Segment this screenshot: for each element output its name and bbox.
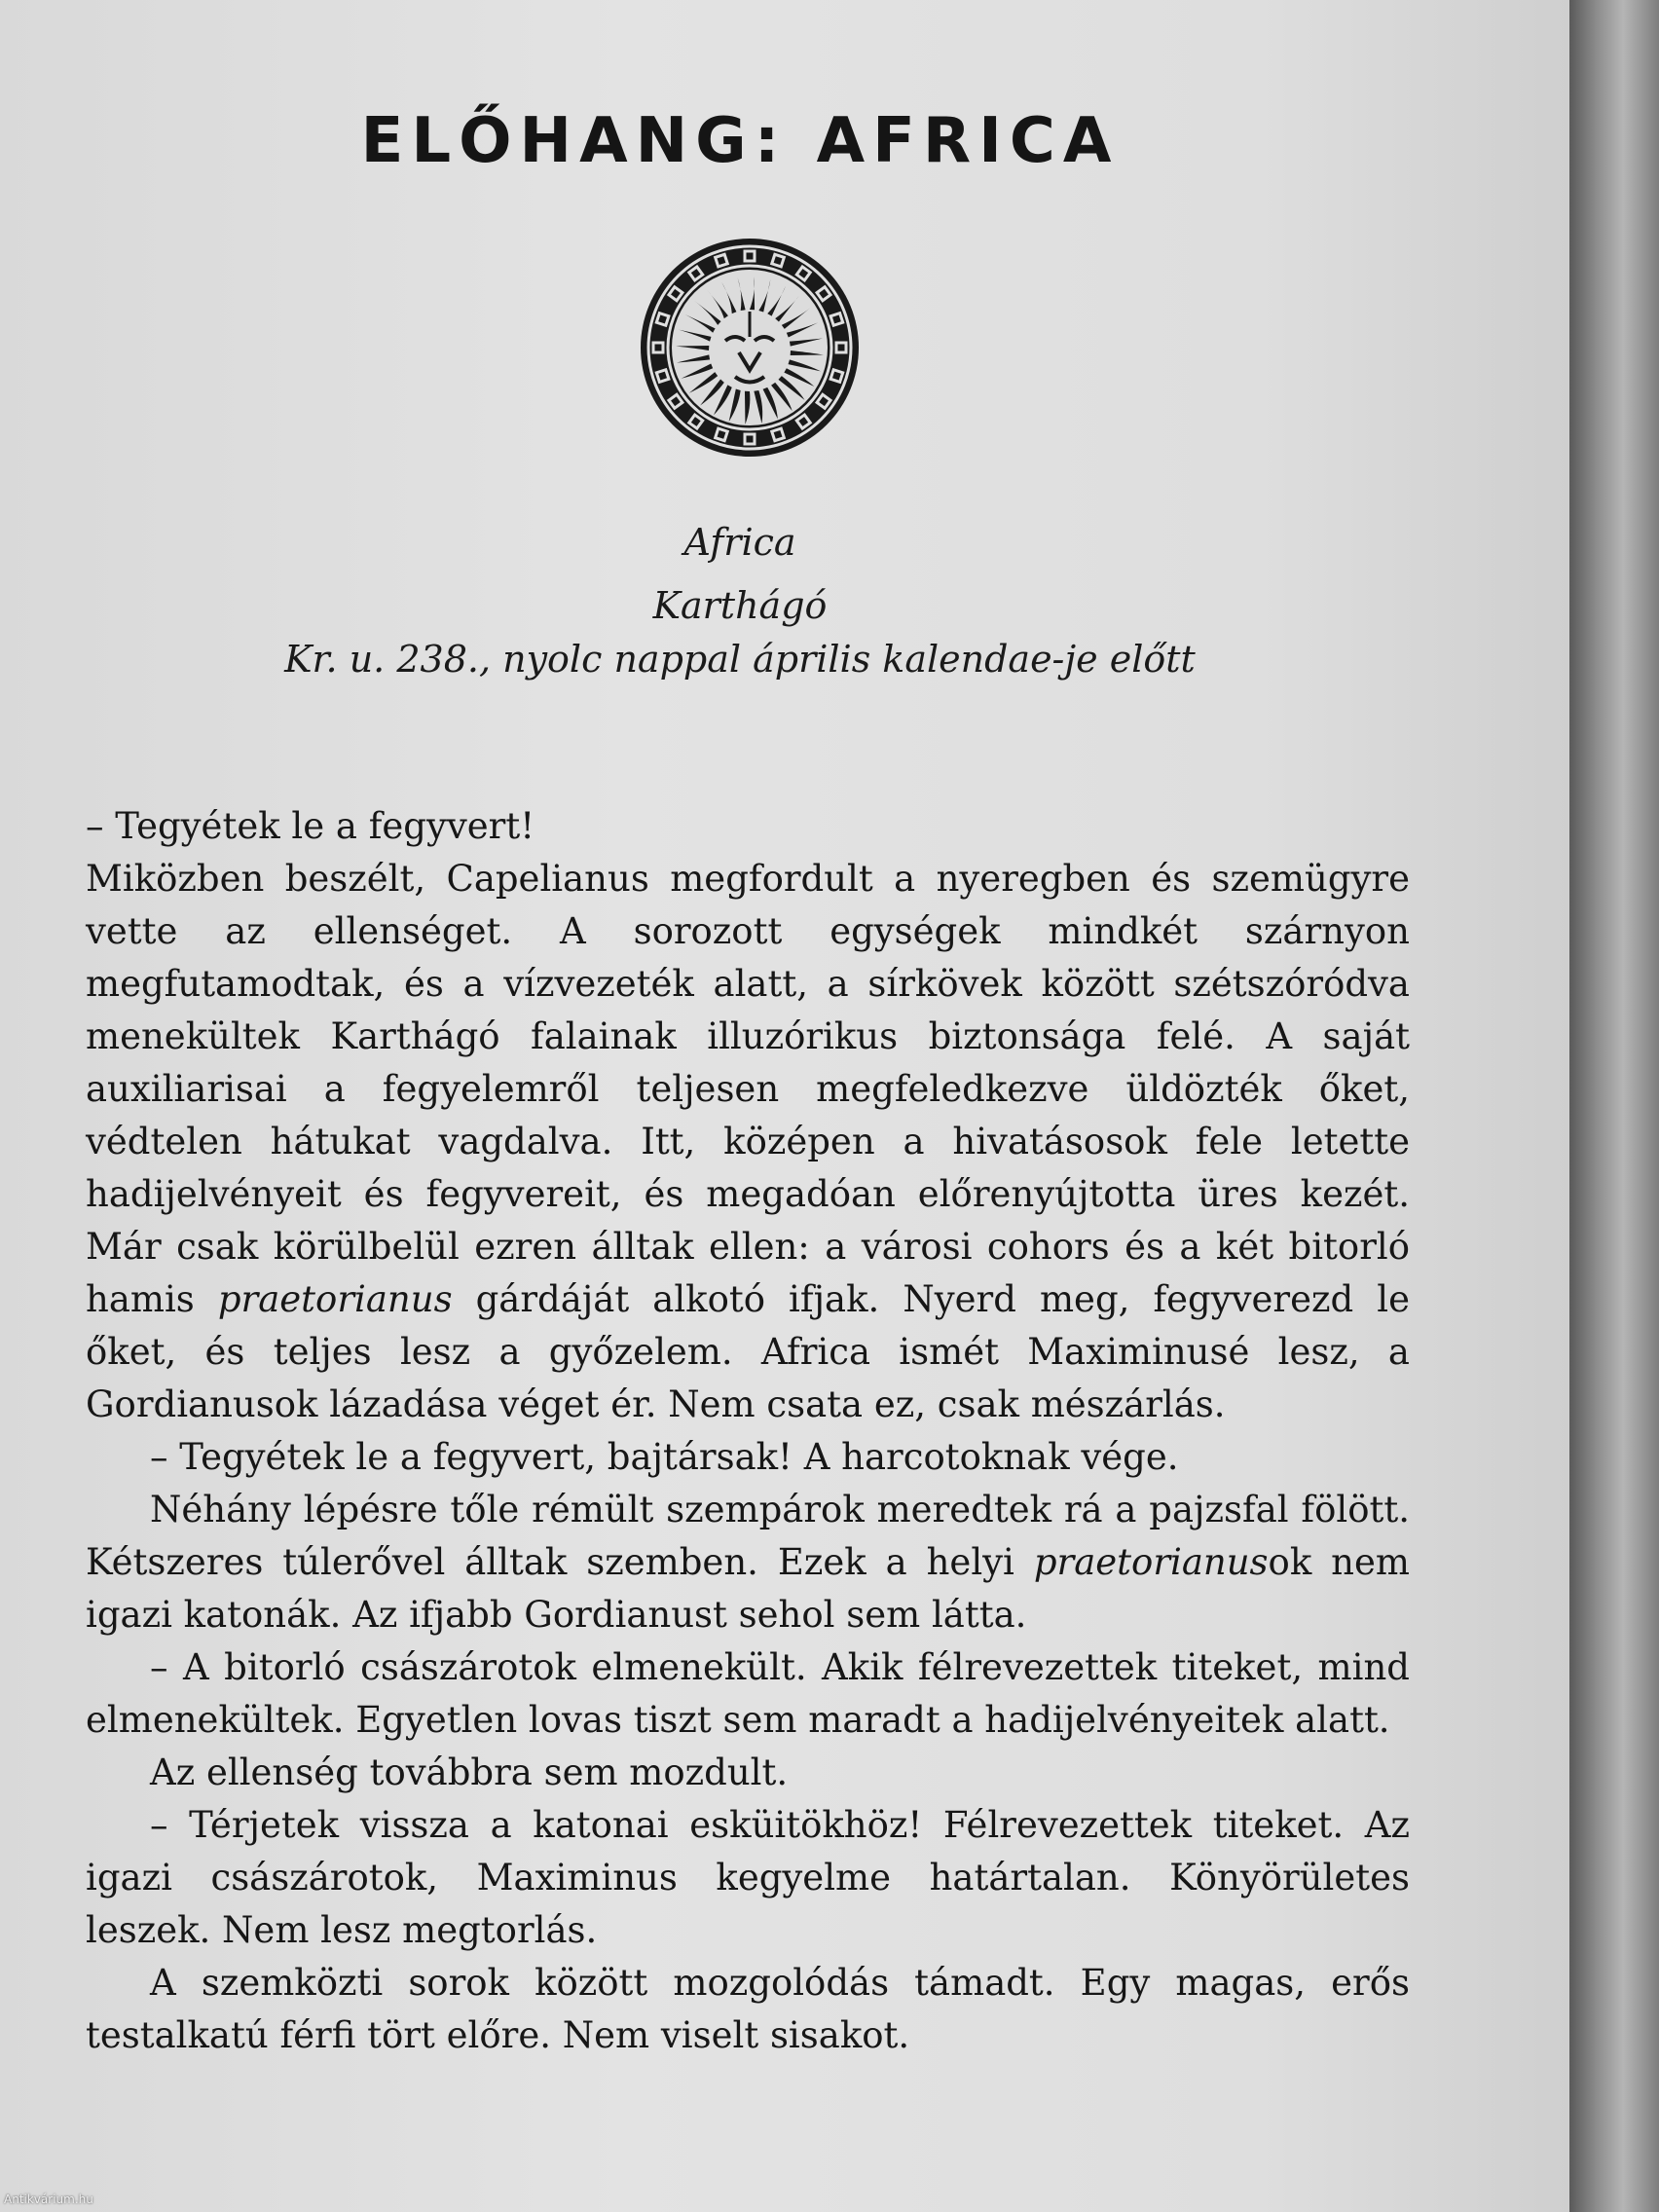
paragraph-text: – A bitorló császárotok elmenekült. Akik félrevezettek titeket, mind elmenekültek. Egyetlen lovas tiszt sem maradt a hadijelvényeitek alatt. [86, 1646, 1410, 1741]
watermark: Antikvárium.hu [4, 2193, 93, 2206]
paragraph [86, 1957, 1410, 2062]
paragraph [86, 1431, 1410, 1484]
paragraph [86, 1747, 1410, 1799]
lion-head-meander-medallion-icon [638, 236, 862, 460]
paragraph [86, 1484, 1410, 1641]
paragraph-text: Miközben beszélt, Capelianus megfordult a nyeregben és szemügyre vette az ellenséget. A sorozott egységek mindkét szárnyon megfutamodtak, és a vízvezeték alatt, a sírkövek között szétszóródva menekültek Karthágó falainak illuzórikus biztonsága felé. A saját auxiliarisai a fegyelemről teljesen megfeledkezve üldözték őket, védtelen hátukat vagdalva. Itt, középen a hivatásosok fele letette hadijelvényeit és fegyvereit, és megadóan előrenyújtotta üres kezét. Már csak körülbelül ezren álltak ellen: a városi cohors és a két bitorló hamis [86, 858, 1410, 1320]
paragraph-text: ok nem igazi katonák. Az ifjabb Gordianust sehol sem látta. [86, 1541, 1410, 1636]
book-gutter [1569, 0, 1659, 2212]
chapter-heading: ELŐHANG: AFRICA [360, 105, 1120, 177]
location-region: Africa [683, 521, 796, 564]
paragraph-text: Néhány lépésre tőle rémült szempárok meredtek rá a pajzsfal fölött. Kétszeres túlerővel álltak szemben. Ezek a helyi [86, 1489, 1410, 1583]
location-date: Kr. u. 238., nyolc nappal április kalendae-je előtt [284, 638, 1196, 681]
paragraph-text: gárdáját alkotó ifjak. Nyerd meg, fegyverezd le őket, és teljes lesz a győzelem. Africa ismét Maximinusé lesz, a Gordianusok lázadása véget ér. Nem csata ez, csak mészárlás. [86, 1278, 1410, 1425]
paragraph-text: – Tegyétek le a fegyvert! [86, 805, 535, 847]
paragraph [86, 853, 1410, 1431]
paragraph [86, 800, 1410, 853]
italic-term: praetorianus [217, 1278, 453, 1320]
paragraph-text: Az ellenség továbbra sem mozdult. [150, 1751, 789, 1793]
paragraph-text: – Térjetek vissza a katonai esküitökhöz! Félrevezettek titeket. Az igazi császárotok, Maximinus kegyelme határtalan. Könyörületes leszek. Nem lesz megtorlás. [86, 1804, 1410, 1951]
paragraph [86, 1799, 1410, 1957]
paragraph-text: A szemközti sorok között mozgolódás támadt. Egy magas, erős testalkatú férfi tört előre. Nem viselt sisakot. [86, 1962, 1410, 2056]
paragraph [86, 1641, 1410, 1747]
location-city: Karthágó [652, 584, 828, 627]
italic-term: praetorianus [1033, 1541, 1269, 1583]
paragraph-text: – Tegyétek le a fegyvert, bajtársak! A harcotoknak vége. [150, 1436, 1179, 1478]
chapter-body [86, 800, 1410, 2062]
